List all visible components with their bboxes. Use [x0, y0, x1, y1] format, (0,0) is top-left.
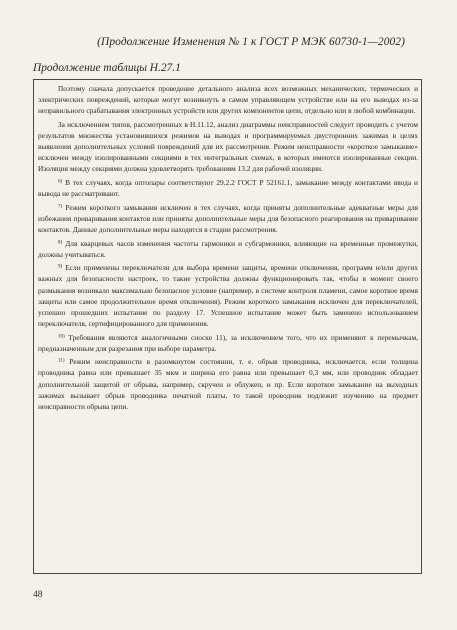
paragraph-text: Поэтому сначала допускается проведение детального анализа всех возможных механических, термических и электрических повреждений, которые могут возникнуть в самом управляющем устройстве или на его выводах из-за неправильного срабатывания электронных устройств или других компонентов цепи, отдельно или в любой комбинации.	[38, 84, 418, 116]
paragraph	[38, 83, 418, 116]
footnote-mark: 9)	[58, 264, 63, 270]
paragraph-text: Режим неисправности в разомкнутом состоянии, т. е. обрыв проводника, исключается, если толщина проводника равна или превышает 35 мкм и ширина его равна или превышает 0,3 мм, или проводник обладает дополнительной защитой от обрыва, например, скручен и облужен, и пр. Если короткое замыкание на выходных зажимах вызывает обрыв проводника печатной платы, то такой проводник подлежит изучению на предмет неисправности обрыва цепи.	[38, 357, 419, 411]
footnote-mark: 6)	[58, 179, 63, 185]
footnote-paragraph	[38, 177, 418, 199]
footnote-mark: 11)	[58, 358, 65, 364]
footnote-paragraph	[38, 262, 418, 329]
paragraph-text: Режим короткого замыкания исключен в тех случаях, когда приняты дополнительные адекватные меры для избежания приваривания контактов или приняты дополнительные меры для безопасного реагирования на приваривание контактов. Данные дополнительные меры находятся в стадии рассмотрения.	[38, 202, 419, 234]
paragraph-text: В тех случаях, когда оптопары соответствуют 29.2.2 ГОСТ Р 52161.1, замыкание между контактами ввода и вывода не рассматривают.	[38, 177, 418, 199]
running-header: (Продолжение Изменения № 1 к ГОСТ Р МЭК 60730-1—2002)	[97, 36, 405, 48]
footnote-paragraph	[38, 356, 418, 411]
footnote-paragraph	[38, 202, 418, 235]
paragraph-text: Требования являются аналогичными сноске 11), за исключением того, что их применяют к перемычкам, предназначенным для разрезания при выборе параметра.	[38, 332, 418, 353]
paragraph-text: За исключением типов, рассмотренных в Н.11.12, анализ диаграммы неисправностей следует проводить с учетом результатов множества установившихся режимов на выводах и программируемых двусторонних зажимах в целях выявления дополнительных условий повреждений для их рассмотрения. Режим неисправности «короткое замыкание» исключен между изолированными секциями в тех интегральных схемах, в которых имеются изолированные секции. Изоляция между секциями должна удовлетворять требованиям 13.2 для рабочей изоляции.	[38, 119, 418, 174]
footnote-mark: 10)	[58, 334, 65, 340]
paragraph	[38, 119, 418, 174]
page-number: 48	[33, 590, 43, 600]
section-title: Продолжение таблицы Н.27.1	[33, 62, 181, 74]
table-content	[38, 83, 418, 414]
footnote-paragraph	[38, 238, 418, 260]
paragraph-text: Для кварцевых часов изменения частоты гармоники и субгармоники, влияющие на временные промежутки, должны учитываться.	[38, 238, 418, 259]
footnote-mark: 7)	[58, 204, 63, 210]
footnote-paragraph	[38, 332, 418, 354]
footnote-mark: 8)	[58, 240, 63, 246]
paragraph-text: Если применены переключатели для выбора времени защиты, времени отключения, программ и/или других важных для безопасности настроек, то такие устройства должны функционировать так, чтобы в момент своего размыкания возникало максимально безопасное условие (например, в системе контроля пламени, самое короткое время защиты или самое продолжительное время отключения). Режим короткого замыкания исключен для переключателей, успешно прошедших испытание по разделу 17. Успешное испытание может быть заменено использованием переключателя, сертифицированного для применения.	[38, 263, 418, 328]
